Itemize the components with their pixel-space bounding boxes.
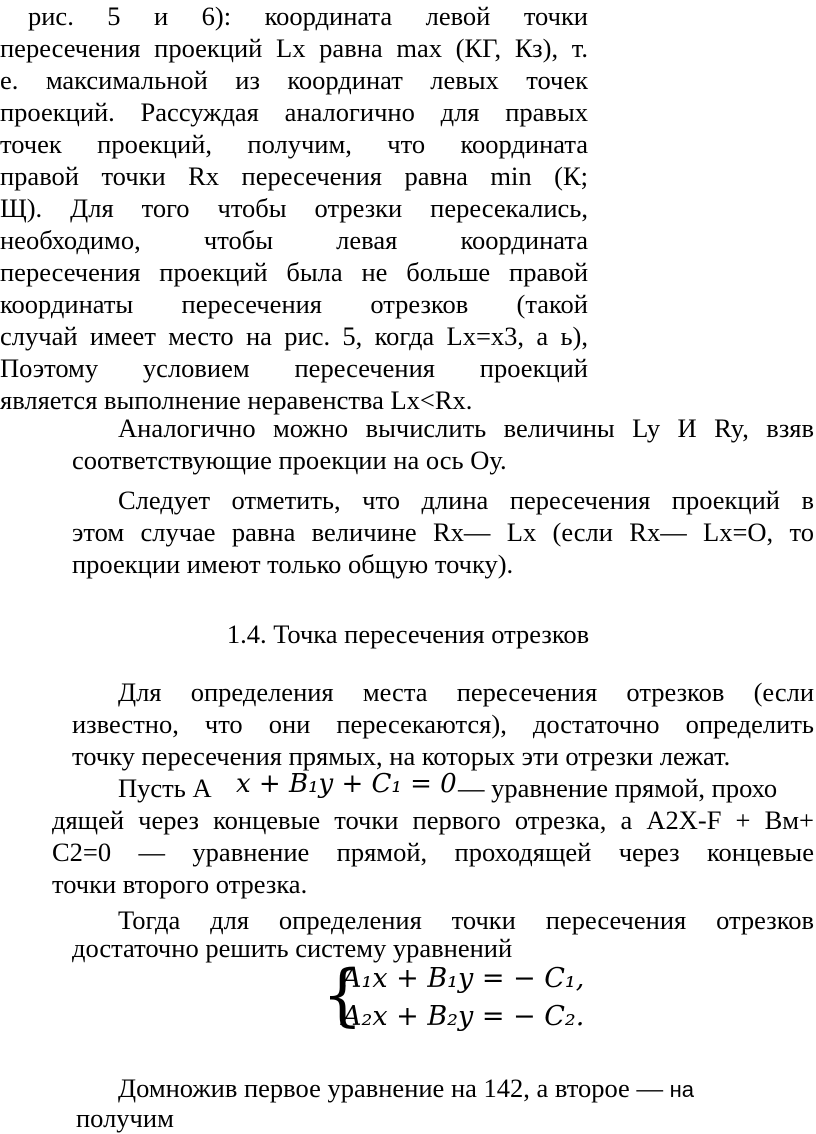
paragraph-let-line-3: С2=0 — уравнение прямой, проходящей через концевые: [52, 837, 814, 867]
paragraph-multiply-tail: на: [669, 1077, 694, 1102]
paragraph-ly-line-1: Аналогично можно вычислить величины Ly И Ry, взяв: [118, 413, 814, 443]
paragraph-definition-line-2: известно, что они пересекаются), достаточно определить: [72, 709, 814, 739]
paragraph-length-line-1: Следует отметить, что длина пересечения проекций в: [118, 485, 814, 515]
paragraph-ly-line-2: соответствующие проекции на ось Оу.: [72, 445, 507, 475]
column-line-2: пересечения проекций Lx равна max (КГ, Кз), т.: [0, 33, 588, 63]
column-line-10: координаты пересечения отрезков (такой: [0, 289, 588, 319]
column-line-13: является выполнение неравенства Lx<Rx.: [0, 385, 473, 415]
paragraph-let-start: Пусть А: [118, 773, 212, 803]
system-equation-1: A₁x + B₁y = − C₁,: [342, 963, 585, 994]
system-brace: {: [322, 957, 363, 1035]
paragraph-system-line-2: достаточно решить систему уравнений: [72, 933, 513, 963]
paragraph-definition-line-3: точку пересечения прямых, на которых эти отрезки лежат.: [72, 741, 731, 771]
column-line-4: проекций. Рассуждая аналогично для правых: [0, 97, 588, 127]
system-equation-2: A₂x + B₂y = − C₂.: [342, 1001, 585, 1032]
column-line-11: случай имеет место на рис. 5, когда Lx=x3, а ь),: [0, 321, 588, 351]
paragraph-let-rest: — уравнение прямой, прохо: [458, 773, 778, 803]
paragraph-multiply-line-1: [118, 1072, 694, 1106]
column-line-1: рис. 5 и 6): координата левой точки: [28, 1, 588, 31]
paragraph-multiply-line-2: получим: [76, 1103, 174, 1133]
column-line-9: пересечения проекций была не больше правой: [0, 257, 588, 287]
paragraph-definition-line-1: Для определения места пересечения отрезков (если: [118, 677, 814, 707]
column-line-3: е. максимальной из координат левых точек: [0, 65, 588, 95]
paragraph-let-line-4: точки второго отрезка.: [52, 869, 308, 899]
paragraph-multiply-text: Домножив первое уравнение на 142, а второе —: [118, 1073, 663, 1103]
paragraph-system-line-1: Тогда для определения точки пересечения отрезков: [118, 905, 814, 935]
paragraph-length-line-3: проекции имеют только общую точку).: [72, 549, 514, 579]
section-heading: 1.4. Точка пересечения отрезков: [226, 619, 590, 649]
line-equation-formula: x + B₁y + C₁ = 0: [236, 769, 457, 799]
column-line-12: Поэтому условием пересечения проекций: [0, 353, 588, 383]
column-line-7: Щ). Для того чтобы отрезки пересекались,: [0, 193, 588, 223]
column-line-8: необходимо, чтобы левая координата: [0, 225, 588, 255]
paragraph-length-line-2: этом случае равна величине Rx— Lx (если Rx— Lx=O, то: [72, 517, 814, 547]
paragraph-let-line-2: дящей через концевые точки первого отрезка, а A2X-F + Вм+: [52, 805, 814, 835]
column-line-5: точек проекций, получим, что координата: [0, 129, 588, 159]
column-line-6: правой точки Rx пересечения равна min (К;: [0, 161, 588, 191]
